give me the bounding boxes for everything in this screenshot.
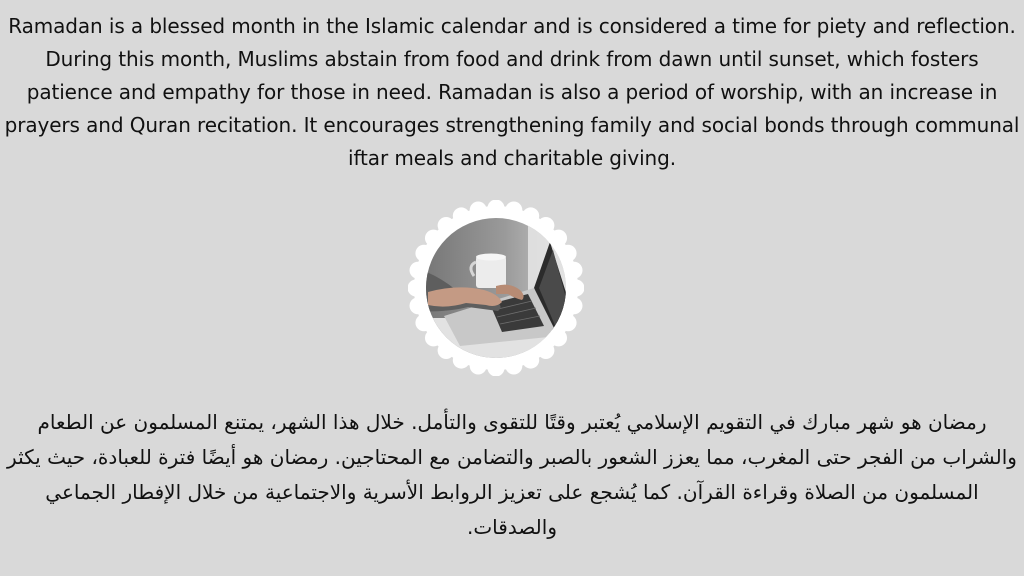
frame-scallop	[453, 352, 470, 369]
frame-scallop	[470, 357, 487, 374]
frame-scallop	[505, 357, 522, 374]
frame-scallop	[522, 207, 539, 224]
frame-scallop	[537, 217, 554, 234]
frame-scallop	[410, 297, 427, 314]
frame-scallop	[560, 314, 577, 331]
frame-scallop	[438, 342, 455, 359]
frame-scallop	[560, 245, 577, 262]
photo-frame	[408, 200, 584, 376]
frame-scallop	[488, 360, 505, 377]
frame-scallop	[565, 297, 582, 314]
frame-scallop	[550, 230, 567, 247]
photo-content	[408, 200, 584, 376]
frame-scallop	[568, 280, 585, 297]
english-paragraph: Ramadan is a blessed month in the Islamic calendar and is considered a time for piety and reflection. During this month, Muslims abstain from food and drink from dawn until sunset, which fosters patience and empathy for those in need. Ramadan is also a period of worship, with an increase in prayers and Quran recitation. It encourages strengthening family and social bonds through communal iftar meals and charitable giving.	[4, 14, 1020, 170]
frame-scallop	[408, 280, 425, 297]
frame-scallop	[425, 329, 442, 346]
frame-scallop	[537, 342, 554, 359]
laptop-typing-photo	[408, 200, 584, 376]
frame-scallop	[550, 329, 567, 346]
frame-scallop	[415, 314, 432, 331]
frame-scallop	[438, 217, 455, 234]
frame-scallop	[410, 262, 427, 279]
frame-scallop	[470, 202, 487, 219]
frame-scallop	[522, 352, 539, 369]
frame-scallop	[453, 207, 470, 224]
frame-scallop	[565, 262, 582, 279]
frame-scallop	[488, 200, 505, 217]
cup-icon	[471, 254, 506, 289]
arabic-paragraph: رمضان هو شهر مبارك في التقويم الإسلامي يُعتبر وقتًا للتقوى والتأمل. خلال هذا الشهر، يمتنع المسلمون عن الطعام والشراب من الفجر حتى المغرب، مما يعزز الشعور بالصبر والتضامن مع المحتاجين. رمضان هو أيضًا فترة للعبادة، حيث يكثر المسلمون من الصلاة وقراءة القرآن. كما يُشجع على تعزيز الروابط الأسرية والاجتماعية من خلال الإفطار الجماعي والصدقات.	[7, 410, 1017, 539]
frame-scallop	[505, 202, 522, 219]
frame-scallop	[415, 245, 432, 262]
frame-scallop	[425, 230, 442, 247]
